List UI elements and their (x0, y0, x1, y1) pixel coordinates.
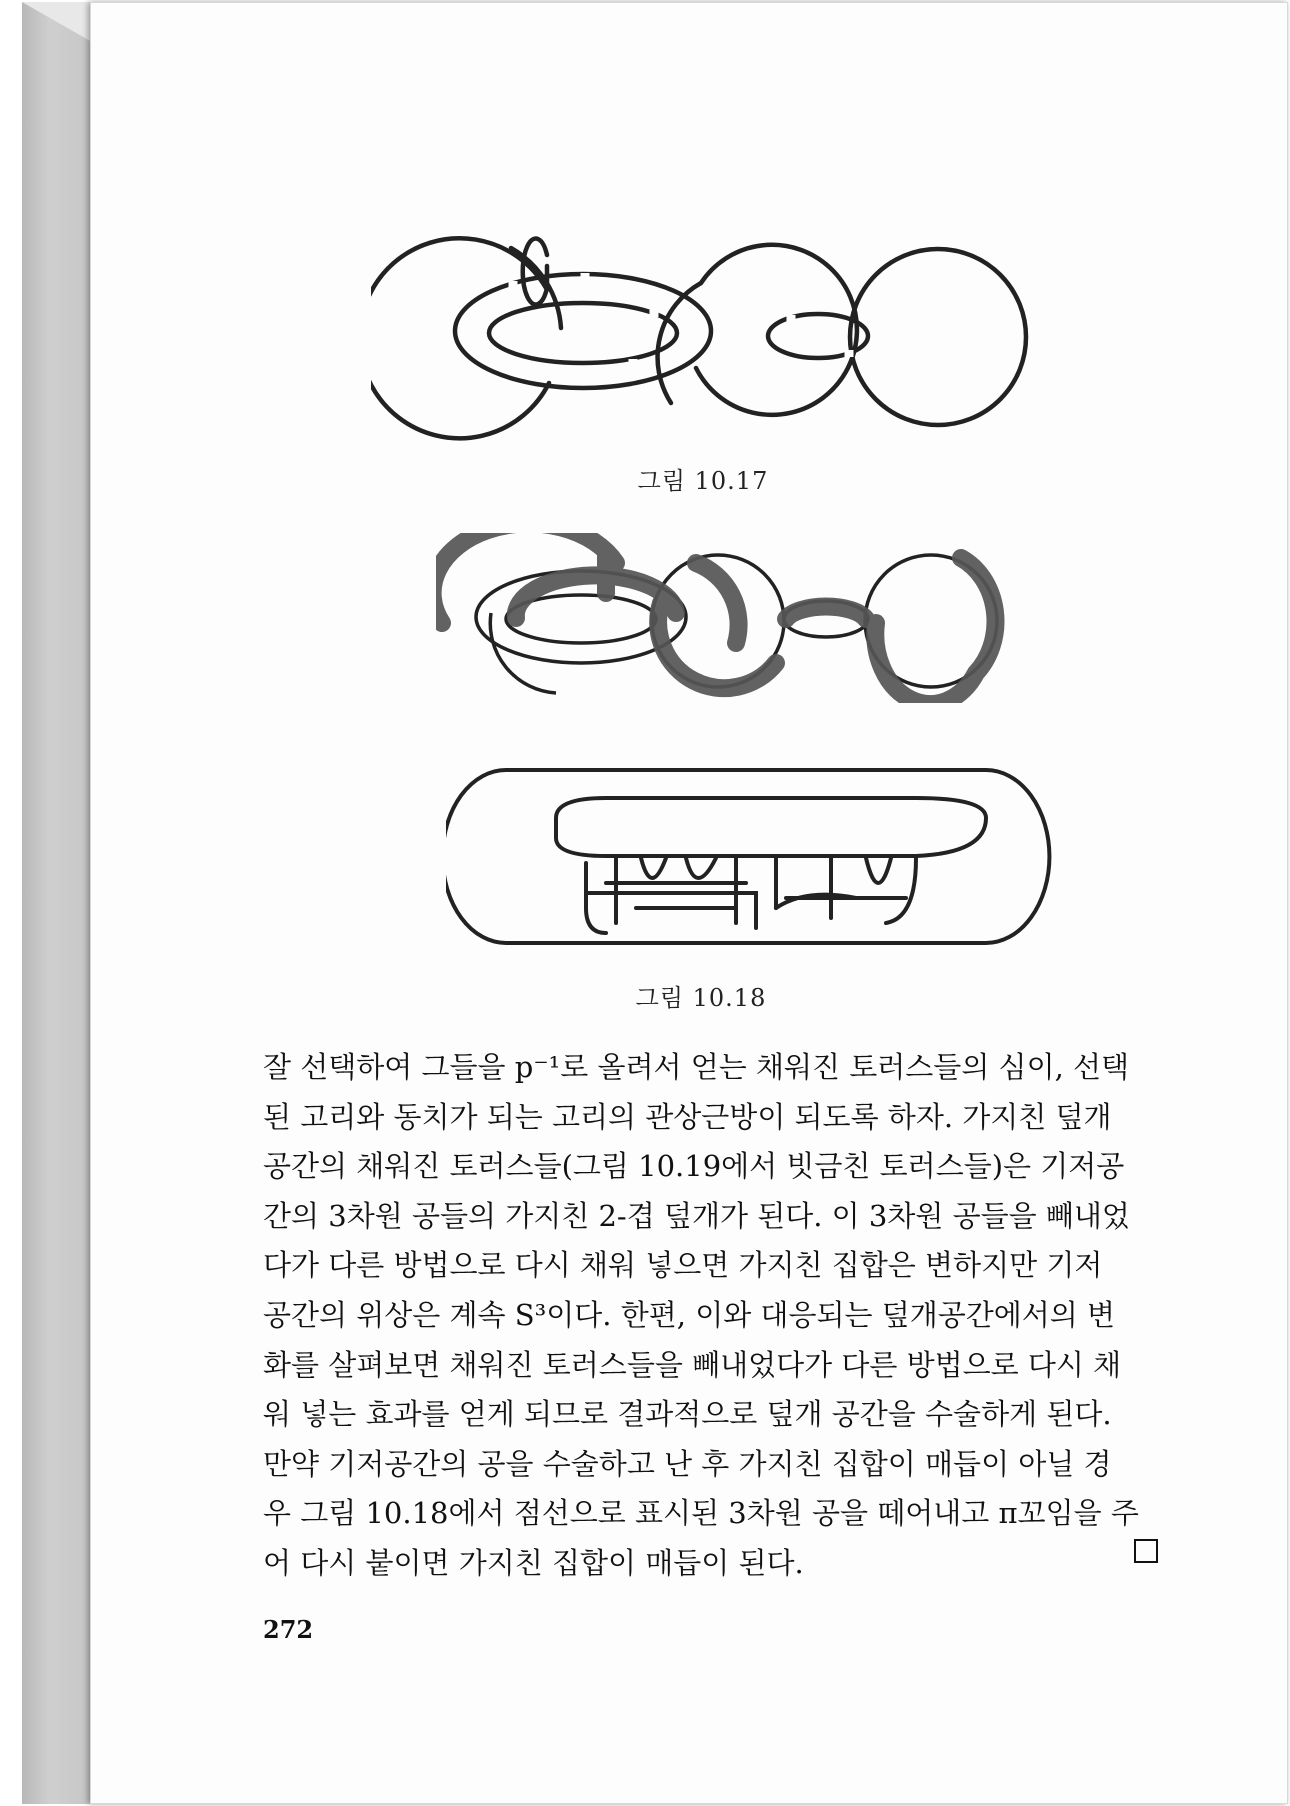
book-spine-top (22, 2, 92, 42)
body-line: 공간의 위상은 계속 S³이다. 한편, 이와 대응되는 덮개공간에서의 변 (263, 1297, 1116, 1332)
body-line: 잘 선택하여 그들을 p⁻¹로 올려서 얻는 채워진 토러스들의 심이, 선택 (263, 1050, 1130, 1084)
body-line: 워 넣는 효과를 얻게 되므로 결과적으로 덮개 공간을 수술하게 된다. (263, 1397, 1112, 1432)
book-spine (22, 2, 92, 1804)
body-line: 된 고리와 동치가 되는 고리의 관상근방이 되도록 하자. 가지친 덮개 (263, 1099, 1112, 1134)
body-line: 화를 살펴보면 채워진 토러스들을 빼내었다가 다른 방법으로 다시 채 (263, 1347, 1122, 1382)
body-line: 우 그림 10.18에서 점선으로 표시된 3차원 공을 떼어내고 π꼬임을 주 (263, 1496, 1139, 1531)
qed-square-icon (1134, 1539, 1158, 1563)
figure-10-17-caption: 그림 10.17 (637, 467, 769, 495)
figure-10-18-caption: 그림 10.18 (635, 984, 767, 1012)
figure-10-18-tubes (436, 533, 1096, 703)
body-line: 다가 다른 방법으로 다시 채워 넣으면 가지친 집합은 변하지만 기저 (263, 1248, 1103, 1283)
figure-10-17 (371, 233, 1151, 443)
figure-10-18-diagram (446, 758, 1066, 958)
body-paragraph (263, 1043, 1163, 1589)
body-line: 간의 3차원 공들의 가지친 2-겹 덮개가 된다. 이 3차원 공들을 빼내었 (263, 1198, 1130, 1233)
page-number: 272 (263, 1615, 314, 1644)
body-line: 공간의 채워진 토러스들(그림 10.19에서 빗금친 토러스들)은 기저공 (263, 1149, 1125, 1184)
body-line: 어 다시 붙이면 가지친 집합이 매듭이 된다. (263, 1545, 804, 1580)
body-line: 만약 기저공간의 공을 수술하고 난 후 가지친 집합이 매듭이 아닐 경 (263, 1446, 1112, 1481)
book-page (90, 2, 1288, 1804)
